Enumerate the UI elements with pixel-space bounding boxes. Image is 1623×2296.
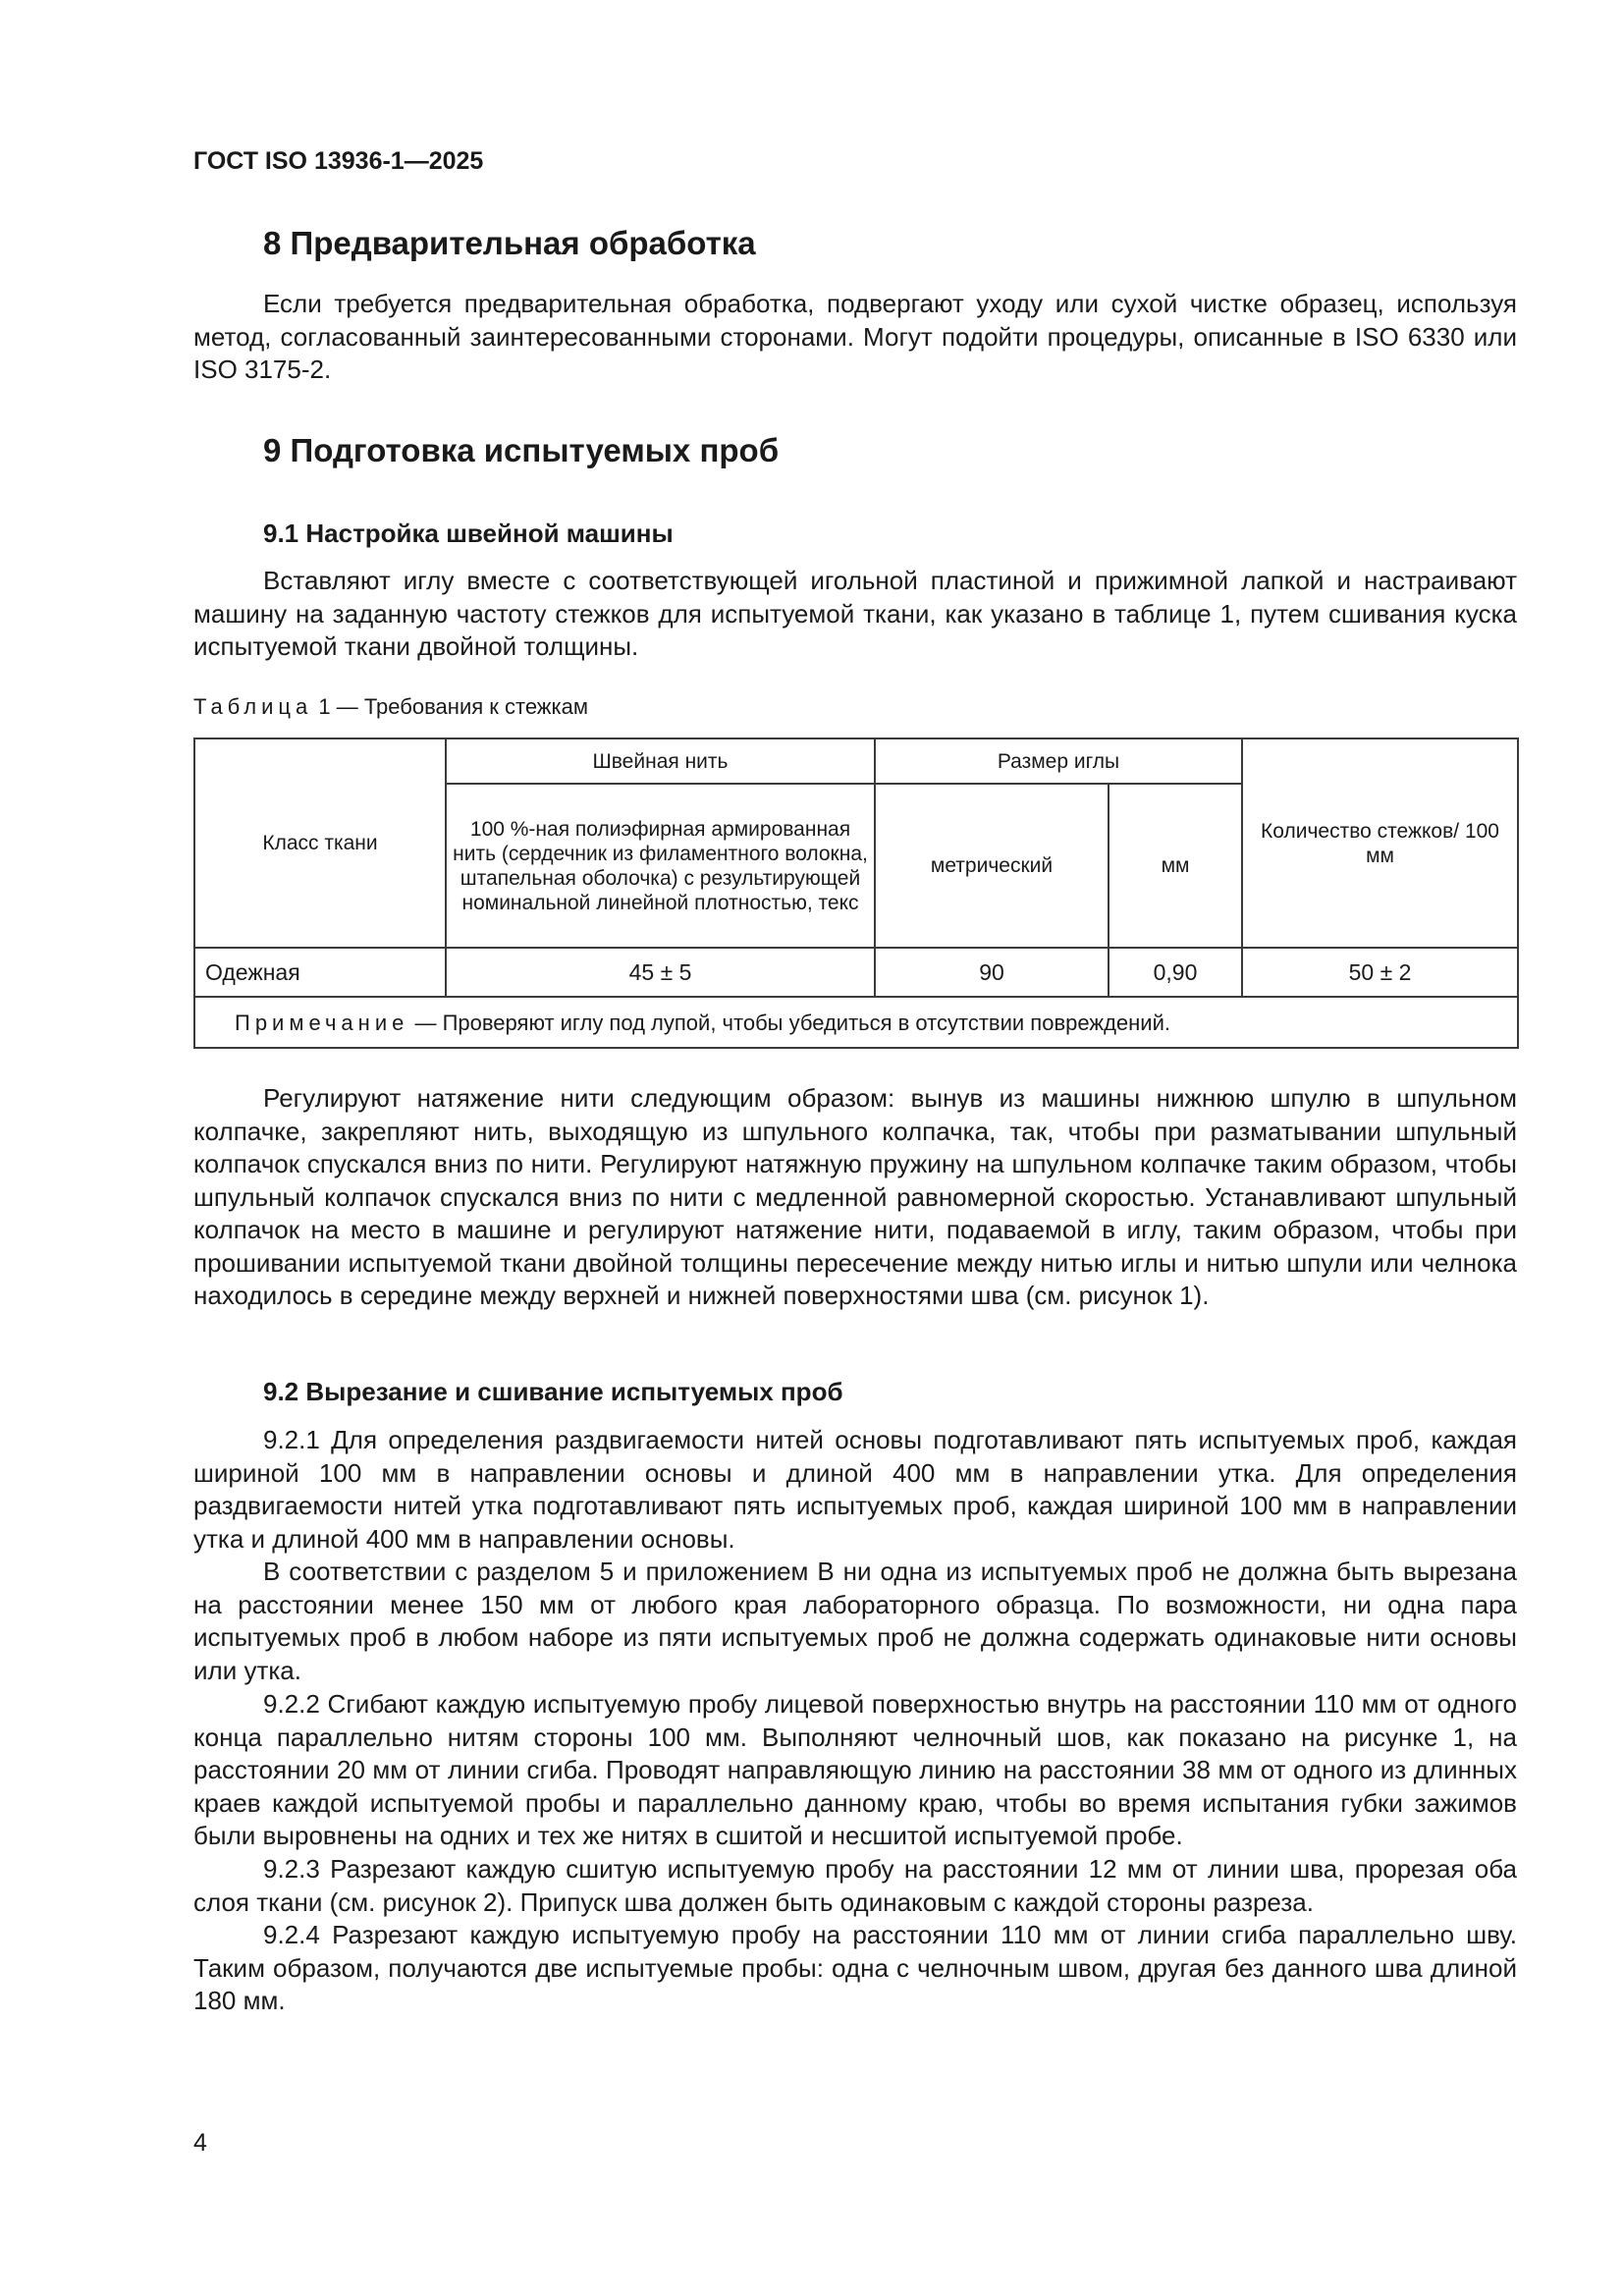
table-note (194, 997, 1518, 1048)
header-needle-size: Размер иглы (875, 738, 1242, 784)
table-note-text: — Проверяют иглу под лупой, чтобы убедиться в отсутствии повреждений. (414, 1010, 1170, 1035)
cell-needle-metric: 90 (875, 948, 1109, 997)
header-needle-mm: мм (1109, 784, 1242, 948)
section-8-text: Если требуется предварительная обработка, подвергают уходу или сухой чистке образец, используя метод, согласованный заинтересованными сторонами. Могут подойти процедуры, описанные в ISO 6330 или ISO 3175-2. (193, 289, 1517, 384)
paragraph-9-2-2: 9.2.2 Сгибают каждую испытуемую пробу лицевой поверхностью внутрь на расстоянии 110 мм от одного конца параллельно нитям стороны 100 мм. Выполняют челночный шов, как показано на рисунке 1, на расстоянии 20 мм от линии сгиба. Проводят направляющую линию на расстоянии 38 мм от одного из длинных краев каждой испытуемой пробы и параллельно данному краю, чтобы во время испытания губки зажимов были выровнены на одних и тех же нитях в сшитой и несшитой испытуемой пробе. (193, 1689, 1517, 1850)
header-thread-description: 100 %-ная полиэфирная армированная нить (сердечник из филаментного волокна, штапельная оболочка) с результирующей номинальной линейной плотностью, текс (446, 784, 875, 948)
tension-paragraph: Регулируют натяжение нити следующим образом: вынув из машины нижнюю шпулю в шпульном колпачке, закрепляют нить, выходящую из шпульного колпачка, так, чтобы при разматывании шпульный колпачок спускался вниз по нити. Регулируют натяжную пружину на шпульном колпачке таким образом, чтобы шпульный колпачок спускался вниз по нити с медленной равномерной скоростью. Устанавливают шпульный колпачок на место в машине и регулируют натяжение нити, подаваемой в иглу, таким образом, чтобы при прошивании испытуемой ткани двойной толщины пересечение между нитью иглы и нитью шпули или челнока находилось в середине между верхней и нижней поверхностями шва (см. рисунок 1). (193, 1083, 1517, 1310)
paragraph-9-2-1-continued: В соответствии с разделом 5 и приложением В ни одна из испытуемых проб не должна быть вырезана на расстоянии менее 150 мм от любого края лабораторного образца. По возможности, ни одна пара испытуемых проб в любом наборе из пяти испытуемых проб не должна содержать одинаковые нити основы или утка. (193, 1557, 1517, 1685)
page-number: 4 (193, 2129, 207, 2157)
header-needle-metric: метрический (875, 784, 1109, 948)
stitch-requirements-table (193, 738, 1519, 1049)
paragraph-9-2-3: 9.2.3 Разрезают каждую сшитую испытуемую пробу на расстоянии 12 мм от линии шва, прорезая оба слоя ткани (см. рисунок 2). Припуск шва должен быть одинаковым с каждой стороны разреза. (193, 1854, 1517, 1917)
cell-fabric-class: Одежная (194, 948, 446, 997)
section-8-heading: 8 Предварительная обработка (263, 225, 756, 261)
header-fabric-class: Класс ткани (194, 738, 446, 948)
table-caption (193, 694, 588, 720)
table-caption-title: 1 — Требования к стежкам (318, 694, 588, 719)
document-header: ГОСТ ISO 13936-1—2025 (193, 147, 484, 175)
paragraph-9-2-4: 9.2.4 Разрезают каждую испытуемую пробу на расстоянии 110 мм от линии сгиба параллельно шву. Таким образом, получаются две испытуемые пробы: одна с челночным швом, другая без данного шва длиной 180 мм. (193, 1920, 1517, 2015)
table-row (194, 948, 1518, 997)
cell-stitch-count: 50 ± 2 (1242, 948, 1518, 997)
section-9-1-heading: 9.1 Настройка швейной машины (263, 519, 674, 548)
cell-thread-density: 45 ± 5 (446, 948, 875, 997)
section-9-heading: 9 Подготовка испытуемых проб (263, 432, 780, 468)
section-9-2-heading: 9.2 Вырезание и сшивание испытуемых проб (263, 1377, 843, 1406)
table-note-word: Примечание (235, 1010, 409, 1035)
header-stitch-count: Количество стежков/ 100 мм (1242, 738, 1518, 948)
table-caption-word: Таблица (193, 694, 313, 719)
section-9-1-text: Вставляют иглу вместе с соответствующей игольной пластиной и прижимной лапкой и настраивают машину на заданную частоту стежков для испытуемой ткани, как указано в таблице 1, путем сшивания куска испытуемой ткани двойной толщины. (193, 566, 1517, 661)
cell-needle-mm: 0,90 (1109, 948, 1242, 997)
header-sewing-thread: Швейная нить (446, 738, 875, 784)
paragraph-9-2-1: 9.2.1 Для определения раздвигаемости нитей основы подготавливают пять испытуемых проб, каждая шириной 100 мм в направлении основы и длиной 400 мм в направлении утка. Для определения раздвигаемости нитей утка подготавливают пять испытуемых проб, каждая шириной 100 мм в направлении утка и длиной 400 мм в направлении основы. (193, 1425, 1517, 1554)
